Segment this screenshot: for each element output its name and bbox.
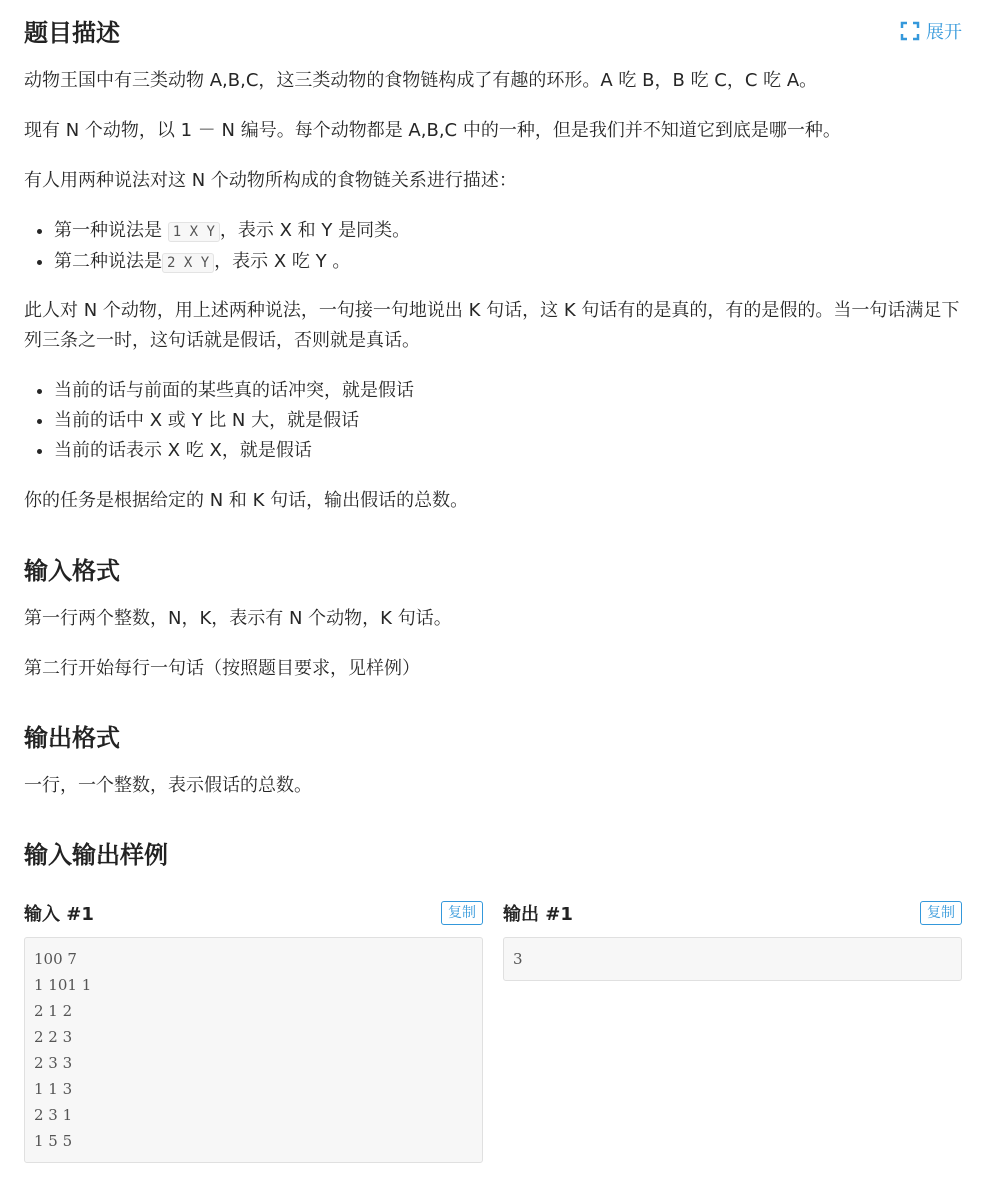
sample-output-code[interactable]: 3: [503, 937, 962, 981]
sample-output-header: [503, 898, 962, 928]
sample-output-label: 输出 #1: [503, 904, 573, 925]
list-item: • 第二种说法是 2 X Y ，表示 X 吃 Y 。: [54, 247, 962, 278]
input-format-title: 输入格式: [24, 557, 120, 585]
list-item: • 当前的话表示 X 吃 X，就是假话: [54, 436, 962, 466]
copy-input-button[interactable]: 复制: [441, 901, 483, 925]
sample-input-header: [24, 898, 483, 928]
description-para-5: 你的任务是根据给定的 N 和 K 句话，输出假话的总数。: [24, 490, 469, 511]
list-item: • 当前的话中 X 或 Y 比 N 大，就是假话: [54, 406, 962, 436]
list-item: • 第一种说法是 1 X Y ，表示 X 和 Y 是同类。: [54, 216, 962, 247]
list-item: • 当前的话与前面的某些真的话冲突，就是假话: [54, 376, 962, 406]
description-para-2: 现有 N 个动物，以 1 － N 编号。每个动物都是 A,B,C 中的一种，但是我们并不知道它到底是哪一种。: [24, 120, 841, 141]
description-para-1: 动物王国中有三类动物 A,B,C，这三类动物的食物链构成了有趣的环形。A 吃 B，B 吃 C，C 吃 A。: [24, 70, 818, 91]
inline-code: 2 X Y: [162, 253, 214, 273]
output-format-line-1: 一行，一个整数，表示假话的总数。: [24, 775, 312, 796]
samples-title: 输入输出样例: [24, 841, 168, 869]
copy-output-button[interactable]: 复制: [920, 901, 962, 925]
sample-input-panel: [24, 898, 483, 1163]
sample-input-label: 输入 #1: [24, 904, 94, 925]
samples-area: [24, 898, 962, 1163]
description-para-4: 此人对 N 个动物，用上述两种说法，一句接一句地说出 K 句话，这 K 句话有的是真的，有的是假的。当一句话满足下列三条之一时，这句话就是假话，否则就是真话。: [24, 300, 960, 351]
description-para-3: 有人用两种说法对这 N 个动物所构成的食物链关系进行描述：: [24, 170, 517, 191]
description-title: 题目描述: [24, 19, 120, 47]
input-format-line-2: 第二行开始每行一句话（按照题目要求，见样例）: [24, 658, 420, 679]
rules-list: [24, 376, 962, 466]
inline-code: 1 X Y: [168, 222, 220, 242]
statement-list: [24, 216, 962, 278]
fullscreen-icon: [900, 21, 920, 41]
expand-button[interactable]: [900, 18, 962, 44]
sample-input-code[interactable]: 100 7 1 101 1 2 1 2 2 2 3 2 3 3 1 1 3 2 3 1 1 5 5: [24, 937, 483, 1163]
input-format-line-1: 第一行两个整数，N，K，表示有 N 个动物，K 句话。: [24, 608, 452, 629]
output-format-title: 输出格式: [24, 724, 120, 752]
sample-output-panel: [503, 898, 962, 1163]
expand-label: 展开: [926, 22, 962, 43]
